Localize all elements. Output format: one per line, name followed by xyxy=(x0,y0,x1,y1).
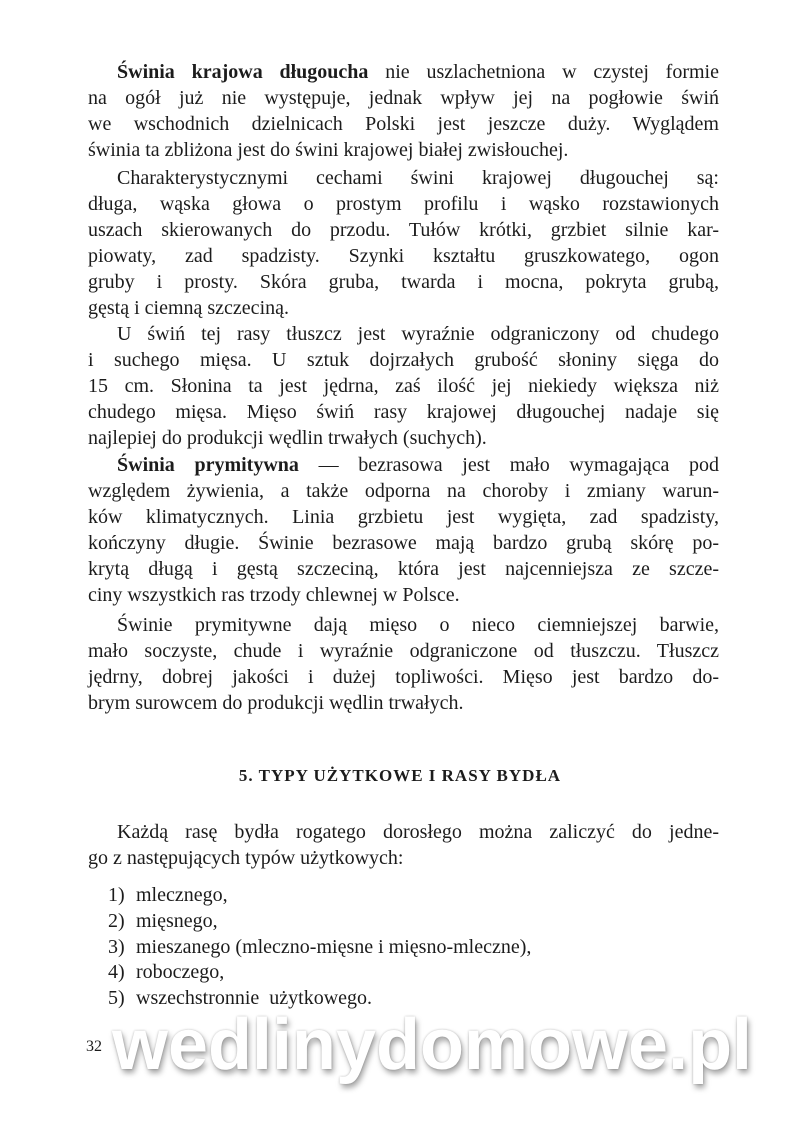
list-item-text: mlecznego, xyxy=(136,884,228,906)
line-text: — bezrasowa jest mało wymagająca pod xyxy=(298,454,719,476)
paragraph-line xyxy=(88,244,719,268)
paragraph-line xyxy=(88,479,719,503)
list-item xyxy=(108,909,218,933)
line-text: U świń tej rasy tłuszcz jest wyraźnie odgraniczony od chudego xyxy=(117,323,719,345)
paragraph-line xyxy=(88,691,719,715)
line-text: uszach skierowanych do przodu. Tułów krótki, grzbiet silnie kar- xyxy=(88,218,719,241)
list-item-text: roboczego, xyxy=(136,961,225,984)
list-item-text: mięsnego, xyxy=(136,909,218,932)
paragraph-line xyxy=(88,86,719,110)
line-text: Każdą rasę bydła rogatego dorosłego można zaliczyć do jedne- xyxy=(117,821,719,843)
intro-line xyxy=(88,846,719,870)
line-text: najlepiej do produkcji wędlin trwałych (suchych). xyxy=(88,426,487,449)
list-item xyxy=(108,883,228,907)
line-text: ków klimatycznych. Linia grzbietu jest wygięta, zad spadzisty, xyxy=(88,505,719,528)
intro-line xyxy=(117,820,719,844)
line-text: i suchego mięsa. U sztuk dojrzałych grubość słoniny sięga do xyxy=(88,348,719,371)
bold-term: Świnia prymitywna xyxy=(117,454,299,476)
line-text: brym surowcem do produkcji wędlin trwałych. xyxy=(88,691,464,714)
line-text: go z następujących typów użytkowych: xyxy=(88,846,404,869)
list-item-number: 2) xyxy=(108,909,125,932)
paragraph-line xyxy=(88,583,719,607)
list-item-text: wszechstronnie użytkowego. xyxy=(136,987,373,1010)
line-text: piowaty, zad spadzisty. Szynki kształtu gruszkowatego, ogon xyxy=(88,244,719,267)
paragraph-line xyxy=(117,60,719,84)
paragraph-line xyxy=(88,218,719,242)
paragraph-line xyxy=(88,296,719,320)
paragraph-line xyxy=(88,426,719,450)
line-text: na ogół już nie występuje, jednak wpływ jej na pogłowie świń xyxy=(88,86,719,109)
line-text: we wschodnich dzielnicach Polski jest jeszcze duży. Wyglądem xyxy=(88,112,719,135)
paragraph-line xyxy=(117,166,719,190)
list-item-number: 5) xyxy=(108,987,125,1010)
line-text: Charakterystycznymi cechami świni krajowej długouchej są: xyxy=(117,167,719,189)
paragraph-line xyxy=(117,613,719,637)
paragraph-line xyxy=(88,400,719,424)
paragraph-line xyxy=(88,557,719,581)
paragraph-line xyxy=(88,639,719,663)
line-text: długa, wąska głowa o prostym profilu i wąsko rozstawionych xyxy=(88,192,719,215)
line-text: nie uszlachetniona w czystej formie xyxy=(368,61,719,83)
paragraph-line xyxy=(117,322,719,346)
list-item xyxy=(108,935,531,959)
line-text: gruby i prosty. Skóra gruba, twarda i mocna, pokryta grubą, xyxy=(88,270,719,293)
paragraph-line xyxy=(88,531,719,555)
page-number: 32 xyxy=(86,1038,102,1055)
line-text: chudego mięsa. Mięso świń rasy krajowej długouchej nadaje się xyxy=(88,400,719,423)
section-heading: 5. TYPY UŻYTKOWE I RASY BYDŁA xyxy=(238,766,562,785)
paragraph-line xyxy=(88,138,719,162)
line-text: kończyny długie. Świnie bezrasowe mają bardzo grubą skórę po- xyxy=(88,531,719,554)
line-text: świnia ta zbliżona jest do świni krajowej białej zwisłouchej. xyxy=(88,138,569,161)
watermark: wedlinydomowe.pl xyxy=(112,1005,753,1085)
line-text: mało soczyste, chude i wyraźnie odgraniczone od tłuszczu. Tłuszcz xyxy=(88,639,719,662)
bold-term: Świnia krajowa długoucha xyxy=(117,61,369,83)
paragraph-line xyxy=(88,348,719,372)
list-item-number: 4) xyxy=(108,961,125,984)
paragraph-line xyxy=(88,192,719,216)
line-text: Świnie prymitywne dają mięso o nieco ciemniejszej barwie, xyxy=(117,614,719,636)
line-text: gęstą i ciemną szczeciną. xyxy=(88,296,289,319)
paragraph-line xyxy=(88,374,719,398)
paragraph-line xyxy=(88,665,719,689)
list-item-number: 3) xyxy=(108,935,125,958)
line-text: ciny wszystkich ras trzody chlewnej w Polsce. xyxy=(88,583,460,606)
paragraph-line xyxy=(88,270,719,294)
line-text: jędrny, dobrej jakości i dużej topliwości. Mięso jest bardzo do- xyxy=(88,665,719,688)
paragraph-line xyxy=(117,453,719,477)
line-text: względem żywienia, a także odporna na choroby i zmiany warun- xyxy=(88,479,719,502)
line-text: 15 cm. Słonina ta jest jędrna, zaś ilość jej niekiedy większa niż xyxy=(88,374,719,397)
paragraph-line xyxy=(88,505,719,529)
line-text: krytą długą i gęstą szczeciną, która jest najcenniejsza ze szcze- xyxy=(88,557,719,580)
list-item xyxy=(108,960,224,984)
list-item-text: mieszanego (mleczno-mięsne i mięsno-mleczne), xyxy=(136,935,532,958)
paragraph-line xyxy=(88,112,719,136)
list-item-number: 1) xyxy=(108,884,125,906)
